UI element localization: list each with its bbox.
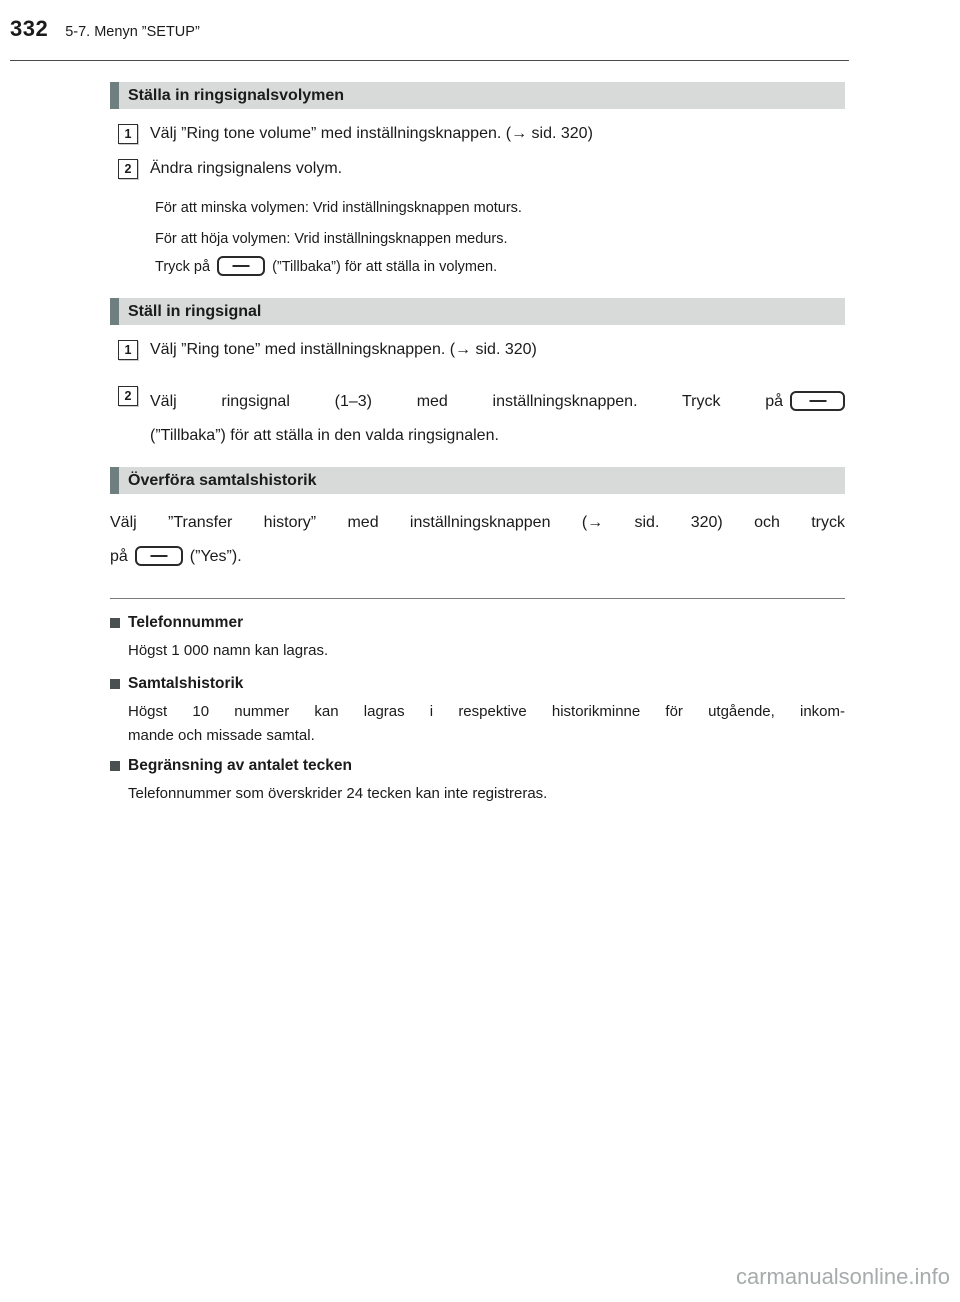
step-text: Välj ”Ring tone volume” med inställningsknappen. (→ sid. 320) bbox=[150, 125, 593, 142]
section-accent-bar bbox=[110, 298, 119, 325]
tillbaka-button-icon bbox=[217, 256, 265, 276]
note-samtalshistorik bbox=[110, 673, 845, 748]
note-body-line: Högst 1 000 namn kan lagras. bbox=[128, 642, 329, 659]
detail-line: För att minska volymen: Vrid inställningsknappen moturs. bbox=[155, 200, 522, 216]
step-text bbox=[150, 385, 845, 453]
section-accent-bar bbox=[110, 467, 119, 494]
square-bullet-icon bbox=[110, 618, 120, 628]
watermark: carmanualsonline.info bbox=[735, 1264, 950, 1289]
note-title: Begränsning av antalet tecken bbox=[128, 757, 352, 774]
section-divider bbox=[110, 598, 845, 599]
square-bullet-icon bbox=[110, 761, 120, 771]
chapter-title: 5-7. Menyn ”SETUP” bbox=[65, 24, 200, 40]
detail-line: För att höja volymen: Vrid inställningsknappen medurs. bbox=[155, 231, 508, 247]
note-title-row bbox=[110, 612, 845, 634]
step-row bbox=[110, 385, 845, 453]
note-title: Telefonnummer bbox=[128, 614, 244, 631]
page-header bbox=[10, 16, 200, 42]
step-row bbox=[110, 339, 845, 361]
section-header-transfer-history bbox=[110, 467, 845, 494]
step-text: Välj ”Ring tone” med inställningsknappen. (→ sid. 320) bbox=[150, 341, 537, 358]
header-rule bbox=[10, 60, 849, 61]
section-title: Överföra samtalshistorik bbox=[128, 471, 317, 489]
step-text-line bbox=[150, 385, 845, 419]
step-row bbox=[110, 123, 845, 145]
step-row bbox=[110, 158, 845, 180]
note-body-line: Högst 10 nummer kan lagras i respektive historikminne för utgående, inkom- bbox=[128, 703, 845, 720]
note-body-line: mande och missade samtal. bbox=[128, 727, 315, 744]
note-title-row bbox=[110, 755, 845, 777]
step-number-box: 2 bbox=[118, 386, 138, 406]
step-number-box: 1 bbox=[118, 124, 138, 144]
section-accent-bar bbox=[110, 82, 119, 109]
note-teckenbegransning bbox=[110, 755, 845, 806]
paragraph-line bbox=[110, 545, 845, 569]
section-title: Ställ in ringsignal bbox=[128, 302, 262, 320]
note-telefonnummer bbox=[110, 612, 845, 663]
step-text-line: (”Tillbaka”) för att ställa in den valda ringsignalen. bbox=[150, 427, 499, 444]
tillbaka-button-icon bbox=[790, 391, 845, 411]
section-title: Ställa in ringsignalsvolymen bbox=[128, 86, 345, 104]
section-header-ring-volume bbox=[110, 82, 845, 109]
page-content bbox=[110, 80, 845, 806]
paragraph-text: (”Yes”). bbox=[189, 548, 242, 565]
note-title: Samtalshistorik bbox=[128, 675, 244, 692]
step-number-box: 2 bbox=[118, 159, 138, 179]
section-header-ringtone bbox=[110, 298, 845, 325]
yes-button-icon bbox=[135, 546, 183, 566]
paragraph-line: Välj ”Transfer history” med inställningsknappen (→ sid. 320) och tryck bbox=[110, 514, 845, 531]
note-title-row bbox=[110, 673, 845, 695]
detail-text: (”Tillbaka”) för att ställa in volymen. bbox=[272, 259, 498, 275]
detail-line bbox=[155, 256, 845, 278]
step-text: Ändra ringsignalens volym. bbox=[150, 160, 343, 177]
page-number: 332 bbox=[10, 16, 49, 41]
paragraph-text: på bbox=[110, 548, 128, 565]
step-number-box: 1 bbox=[118, 340, 138, 360]
note-body-line: Telefonnummer som överskrider 24 tecken kan inte registreras. bbox=[128, 785, 548, 802]
square-bullet-icon bbox=[110, 679, 120, 689]
step-text-segment: Välj ringsignal (1–3) med inställningsknappen. Tryck på bbox=[150, 393, 783, 410]
detail-text: Tryck på bbox=[155, 259, 211, 275]
